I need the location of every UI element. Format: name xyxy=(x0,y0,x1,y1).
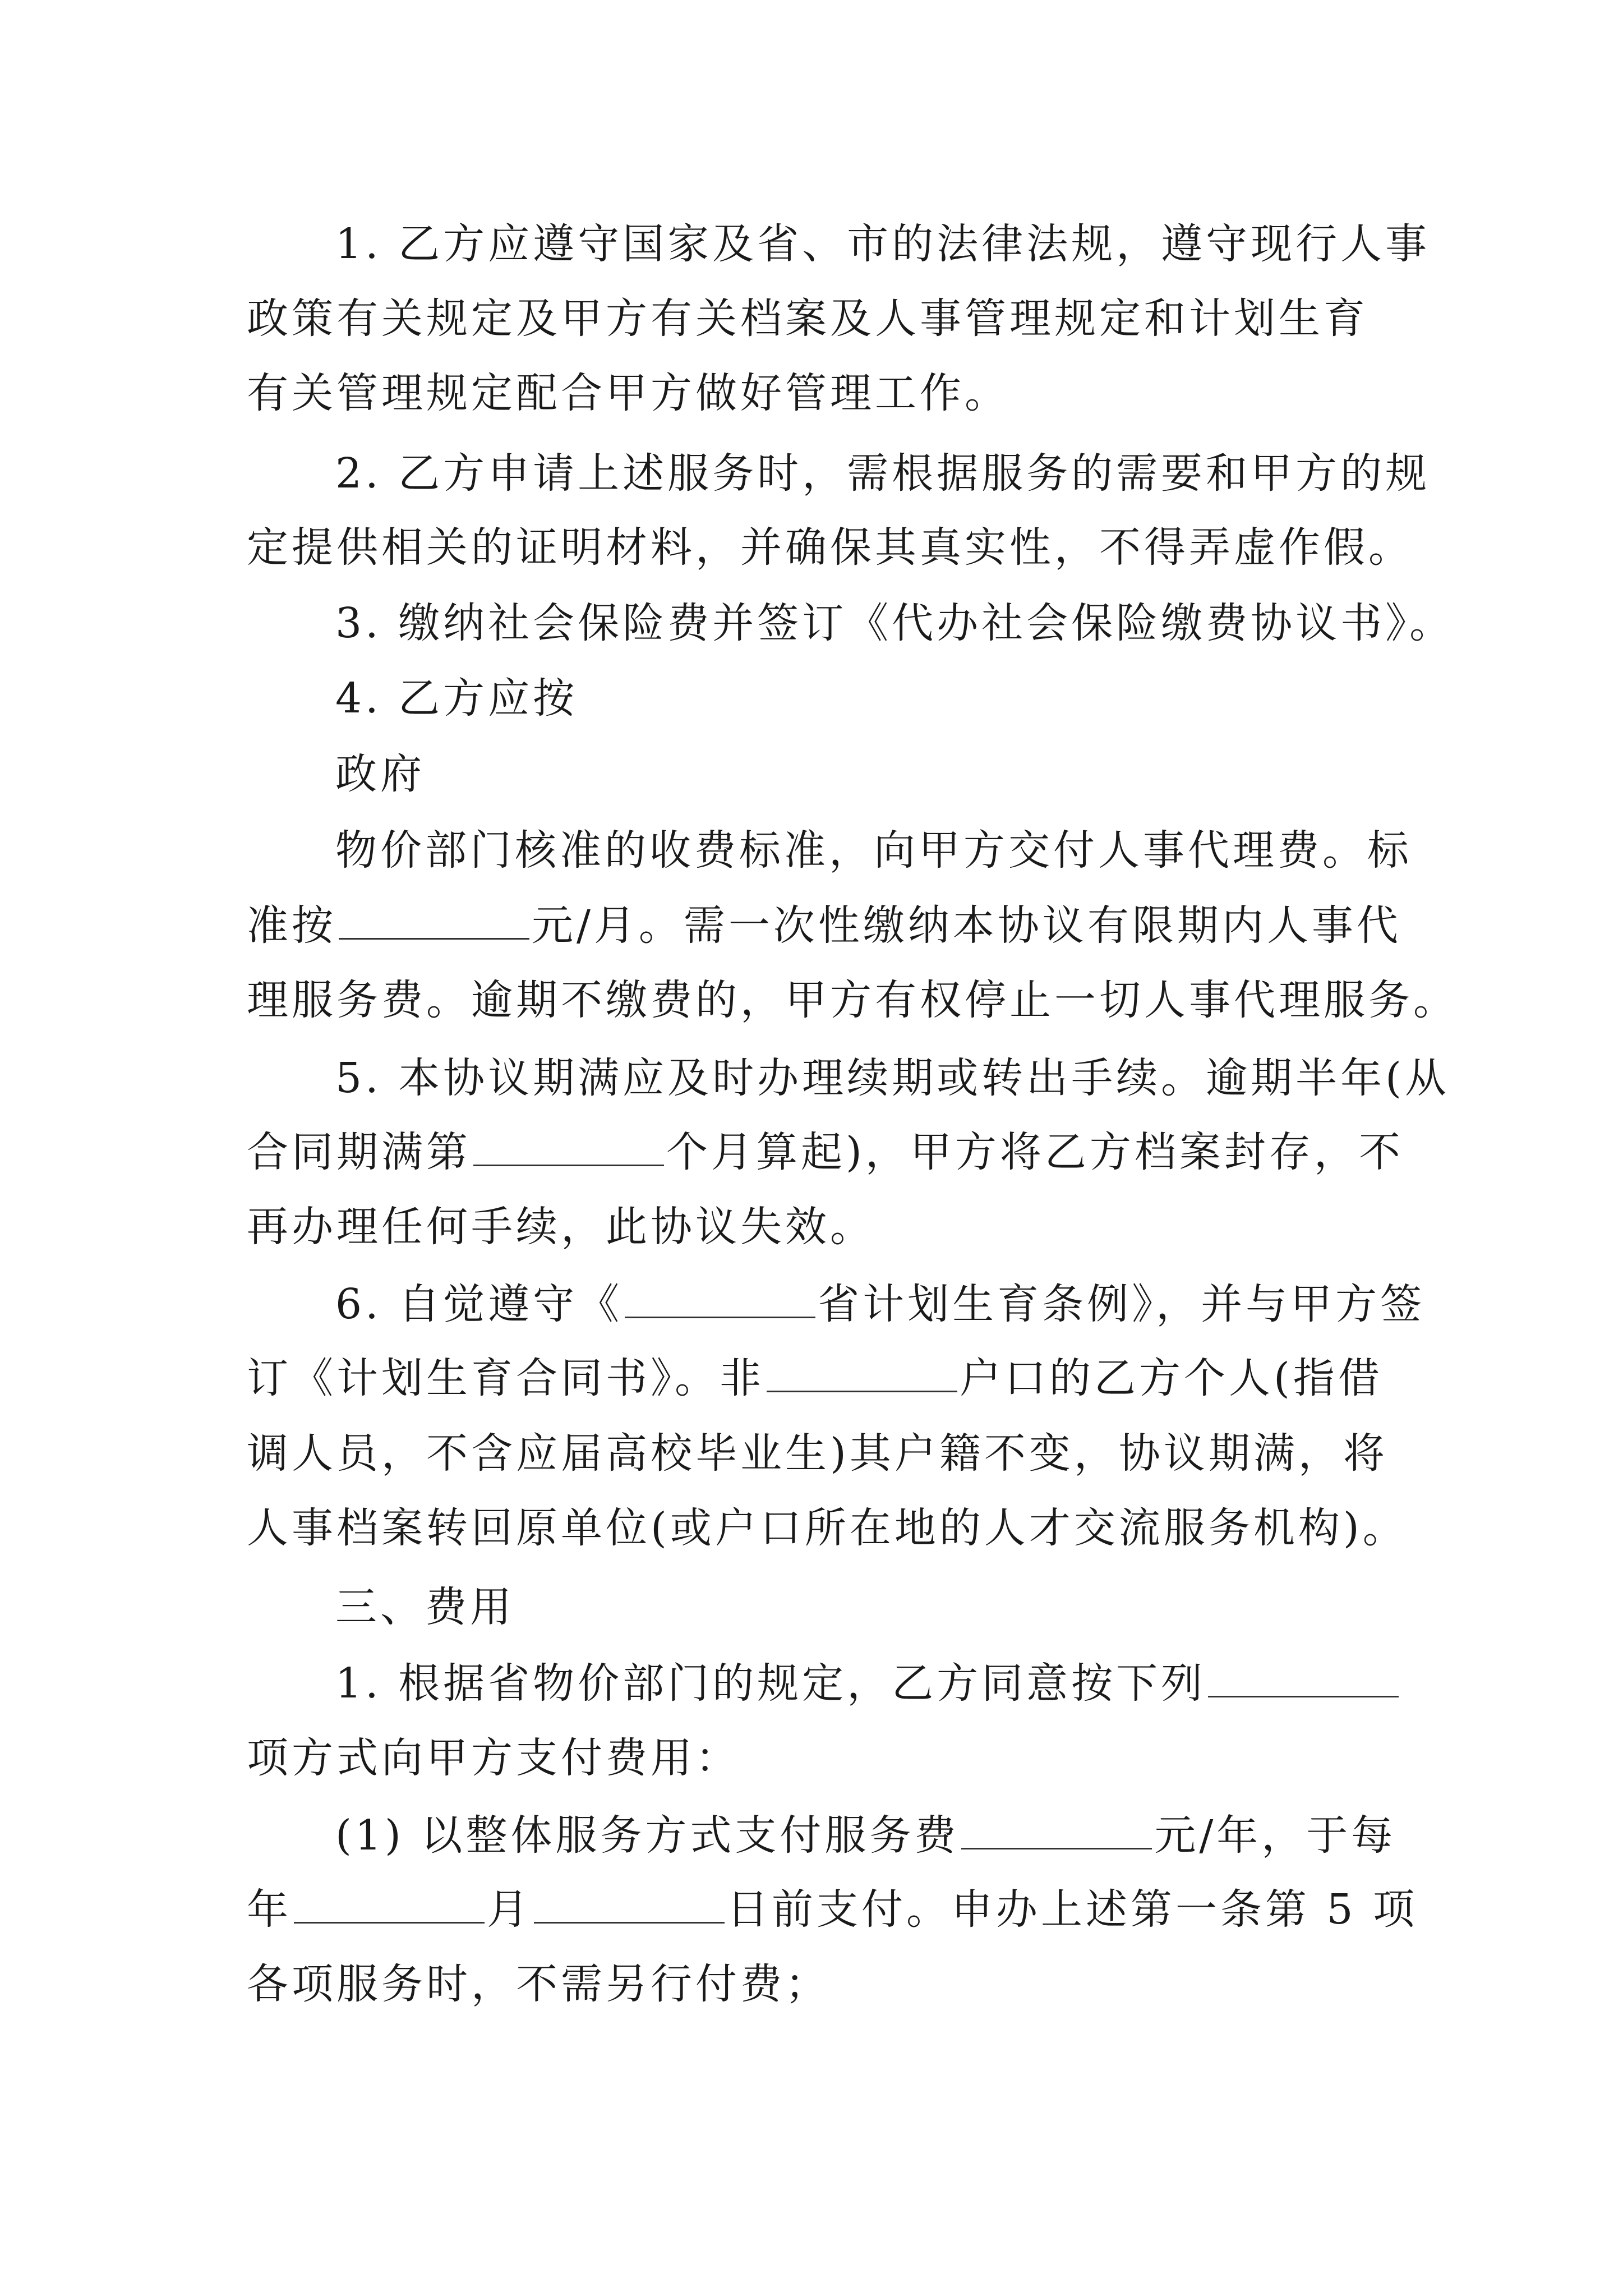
text-line: 5. 本协议期满应及时办理续期或转出手续。逾期半年(从 xyxy=(335,1054,1450,1102)
text-line: 6. 自觉遵守《 省计划生育条例》，并与甲方签 xyxy=(335,1280,1426,1328)
text-line: 订《计划生育合同书》。非 户口的乙方个人(指借 xyxy=(247,1354,1383,1402)
text-line: 再办理任何手续，此协议失效。 xyxy=(247,1203,875,1251)
text-line: 1. 根据省物价部门的规定，乙方同意按下列 xyxy=(335,1655,1401,1711)
fill-blank[interactable] xyxy=(1208,1662,1399,1697)
fill-blank[interactable] xyxy=(961,1814,1152,1849)
text-line: 4. 乙方应按 xyxy=(335,674,578,723)
fill-blank[interactable] xyxy=(294,1888,485,1924)
text-line: 年 月 日前支付。申办上述第一条第 5 项 xyxy=(247,1885,1418,1934)
text-line: 定提供相关的证明材料，并确保其真实性，不得弄虚作假。 xyxy=(247,523,1413,572)
fill-blank[interactable] xyxy=(339,904,529,940)
text-line: 各项服务时，不需另行付费； xyxy=(247,1960,830,2008)
text-line: (1) 以整体服务方式支付服务费 元/年，于每 xyxy=(335,1811,1396,1860)
section-heading: 三、费用 xyxy=(335,1583,515,1631)
text-line: 项方式向甲方支付费用： xyxy=(247,1734,740,1782)
text-line: 2. 乙方申请上述服务时，需根据服务的需要和甲方的规 xyxy=(335,449,1431,498)
fill-blank[interactable] xyxy=(767,1357,957,1392)
text-line: 理服务费。逾期不缴费的，甲方有权停止一切人事代理服务。 xyxy=(247,976,1458,1024)
text-line: 物价部门核准的收费标准，向甲方交付人事代理费。标 xyxy=(335,826,1412,875)
text-line: 调人员，不含应届高校毕业生)其户籍不变，协议期满，将 xyxy=(247,1429,1388,1478)
text-line: 有关管理规定配合甲方做好管理工作。 xyxy=(247,369,1009,417)
fill-blank[interactable] xyxy=(473,1131,664,1166)
text-line: 人事档案转回原单位(或户口所在地的人才交流服务机构)。 xyxy=(247,1504,1408,1552)
text-line: 合同期满第 个月算起)，甲方将乙方档案封存，不 xyxy=(247,1128,1404,1176)
text-line: 3. 缴纳社会保险费并签订《代办社会保险缴费协议书》。 xyxy=(335,599,1455,647)
fill-blank[interactable] xyxy=(625,1283,815,1318)
fill-blank[interactable] xyxy=(534,1888,725,1924)
text-line: 政策有关规定及甲方有关档案及人事管理规定和计划生育 xyxy=(247,295,1368,343)
text-line: 准按 元/月。需一次性缴纳本协议有限期内人事代 xyxy=(247,901,1401,950)
text-line: 1. 乙方应遵守国家及省、市的法律法规，遵守现行人事 xyxy=(335,220,1431,268)
text-line: 政府 xyxy=(335,750,425,798)
